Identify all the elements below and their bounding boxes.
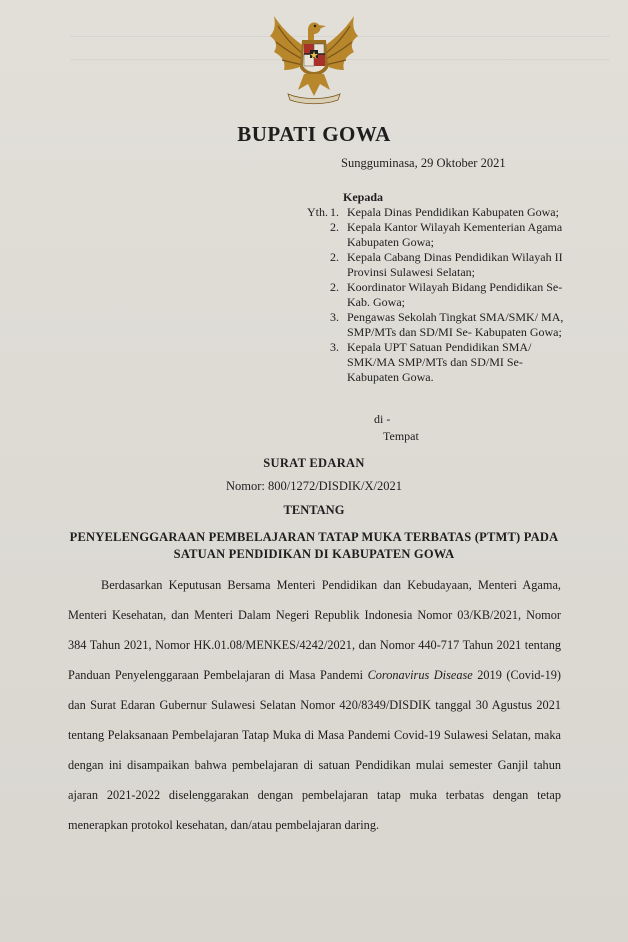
letter-subject <box>40 529 588 563</box>
letter-date: Sungguminasa, 29 Oktober 2021 <box>341 156 506 170</box>
subject-line-2: SATUAN PENDIDIKAN DI KABUPATEN GOWA <box>173 547 455 561</box>
garuda-emblem-icon <box>268 12 360 108</box>
list-item: 2. Kepala Cabang Dinas Pendidikan Wilayah II Provinsi Sulawesi Selatan; <box>330 250 563 279</box>
subject-line-1: PENYELENGGARAAN PEMBELAJARAN TATAP MUKA TERBATAS (PTMT) PADA <box>69 530 559 544</box>
di-label: di - <box>374 412 391 426</box>
list-item: 3. Kepala UPT Satuan Pendidikan SMA/ SMK/MA SMP/MTs dan SD/MI Se- Kabupaten Gowa. <box>330 340 532 384</box>
tempat-label: Tempat <box>383 429 419 443</box>
kepada-label: Kepada <box>343 190 384 204</box>
body-text-part-1: Berdasarkan Keputusan Bersama Menteri Pendidikan dan Kebudayaan, Menteri Agama, Menteri Kesehatan, dan Menteri Dalam Negeri Republik Indonesia Nomor 03/KB/2021, Nomor 384 Tahun 2021, Nomor HK.01.08/MENKES/4242/2021, dan Nomor 440-717 Tahun 2021 tentang Panduan Penyelenggaraan Pembelajaran di Masa Pandemi <box>68 578 561 682</box>
list-item: 2. Koordinator Wilayah Bidang Pendidikan Se- Kab. Gowa; <box>330 280 563 309</box>
tentang-heading: TENTANG <box>283 503 345 517</box>
recipient-list <box>330 205 570 385</box>
letter-number: Nomor: 800/1272/DISDIK/X/2021 <box>225 479 403 493</box>
list-item: 2. Kepala Kantor Wilayah Kementerian Agama Kabupaten Gowa; <box>330 220 563 249</box>
list-item: 3. Pengawas Sekolah Tingkat SMA/SMK/ MA, SMP/MTs dan SD/MI Se- Kabupaten Gowa; <box>330 310 564 339</box>
body-paragraph <box>68 570 561 840</box>
body-text-part-2: 2019 (Covid-19) dan Surat Edaran Gubernur Sulawesi Selatan Nomor 420/8349/DISDIK tanggal 30 Agustus 2021 tentang Pelaksanaan Pembelajaran Tatap Muka di Masa Pandemi Covid-19 Sulawesi Selatan, maka dengan ini disampaikan bahwa pembelajaran di satuan Pendidikan mulai semester Ganjil tahun ajaran 2021-2022 diselenggarakan dengan pembelajaran tatap muka terbatas dengan tetap menerapkan protokol kesehatan, dan/atau pembelajaran daring. <box>68 668 561 832</box>
body-text-italic: Coronavirus Disease <box>367 668 473 682</box>
yth-label: Yth. <box>307 205 328 219</box>
letter-type: SURAT EDARAN <box>263 456 365 470</box>
list-item: 1. Kepala Dinas Pendidikan Kabupaten Gowa; <box>330 205 559 219</box>
regent-title: BUPATI GOWA <box>237 122 391 146</box>
